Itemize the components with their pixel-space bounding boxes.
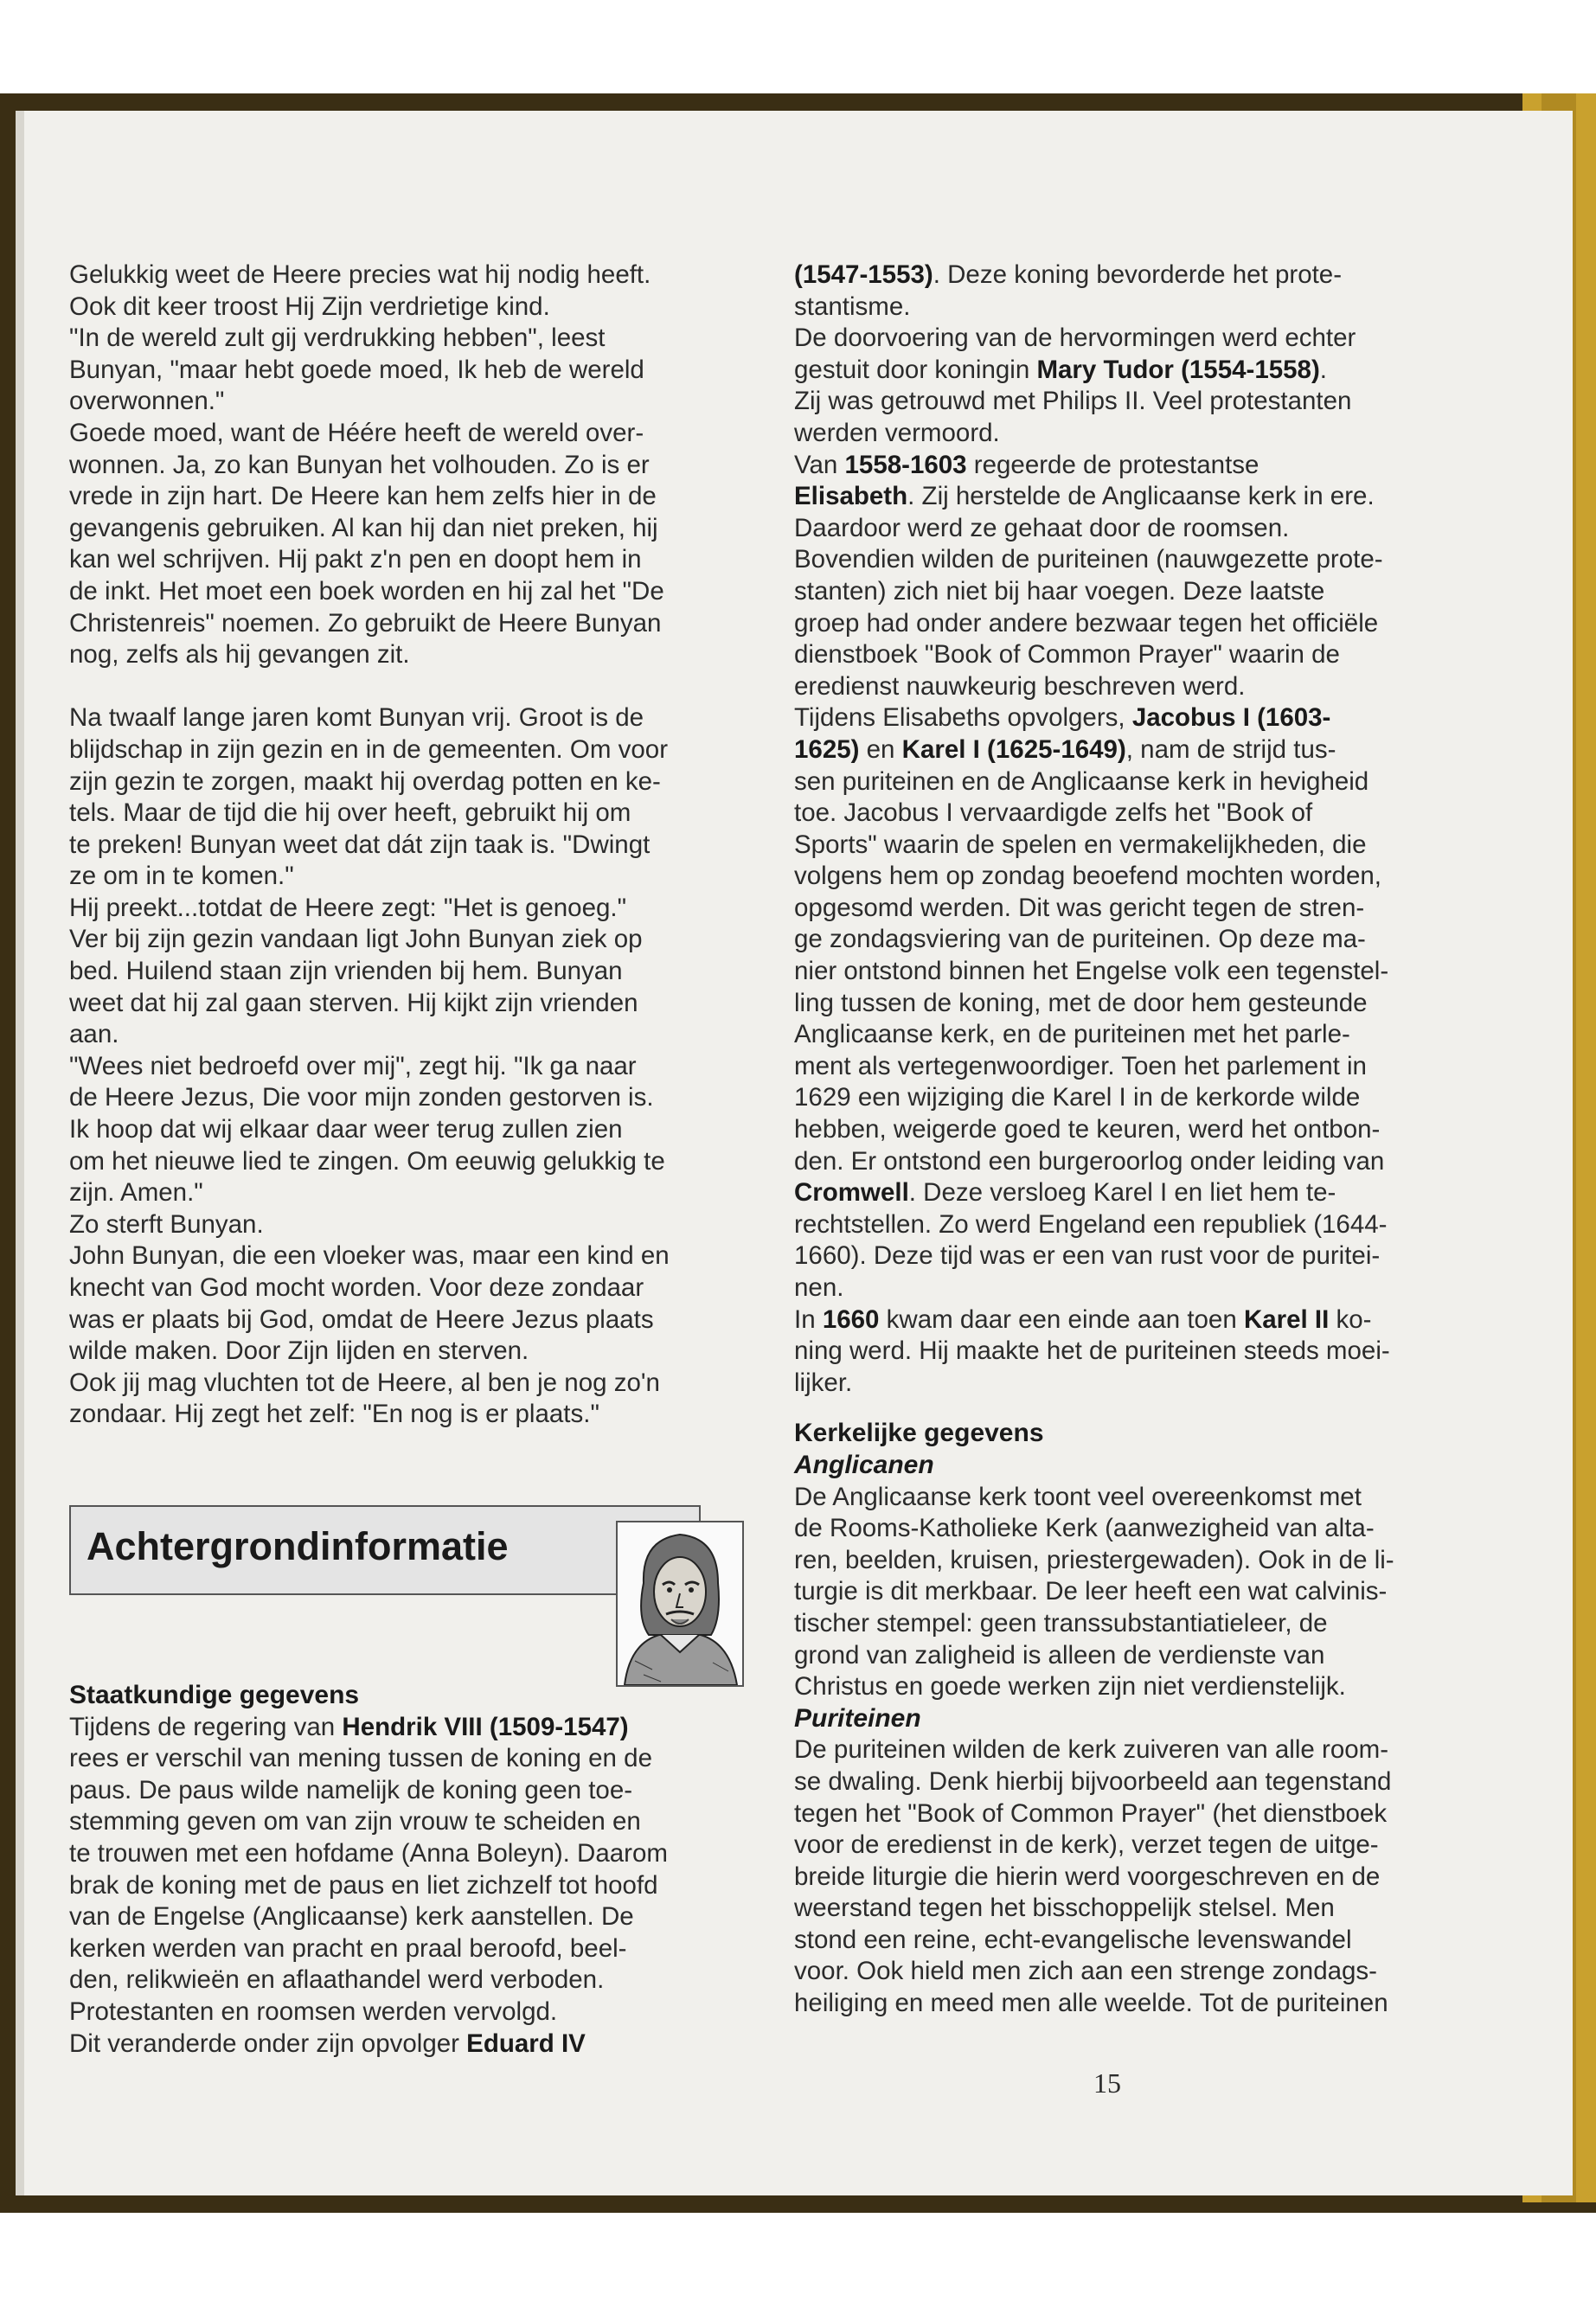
history-line	[794, 450, 1426, 482]
history-line: Anglicaanse kerk, en de puriteinen met het parle-	[794, 1020, 1350, 1049]
political-line: Protestanten en roomsen werden vervolgd.	[69, 1997, 558, 2026]
political-line: rees er verschil van mening tussen de koning en de	[69, 1744, 652, 1773]
church-line: voor. Ook hield men zich aan een strenge zondags-	[794, 1957, 1377, 1986]
church-line: stond een reine, echt-evangelische levenswandel	[794, 1925, 1352, 1954]
history-line: werden vermoord.	[794, 418, 1000, 447]
section-gap	[794, 1399, 1426, 1418]
section-heading-church: Kerkelijke gegevens	[794, 1419, 1044, 1448]
political-line: te trouwen met een hofdame (Anna Boleyn). Daarom	[69, 1838, 668, 1868]
story-line: kan wel schrijven. Hij pakt z'n pen en doopt hem in	[69, 545, 642, 574]
subheading-anglicanen: Anglicanen	[794, 1450, 934, 1479]
history-line: stanten) zich niet bij haar voegen. Deze laatste	[794, 576, 1325, 606]
history-line: Sports" waarin de spelen en vermakelijkheden, die	[794, 830, 1367, 859]
left-column-story	[69, 260, 709, 1431]
story-line: was er plaats bij God, omdat de Heere Jezus plaats	[69, 1304, 654, 1334]
portrait-drawing	[618, 1522, 742, 1685]
text-run: . Deze koning bevorderde het prote-	[933, 260, 1343, 289]
church-line: Christus en goede werken zijn niet verdienstelijk.	[794, 1672, 1346, 1702]
story-line: "In de wereld zult gij verdrukking hebben", leest	[69, 324, 606, 353]
history-line: volgens hem op zondag beoefend mochten worden,	[794, 862, 1381, 891]
church-line: heiliging en meed men alle weelde. Tot de puriteinen	[794, 1989, 1388, 2018]
history-line: opgesomd werden. Dit was gericht tegen de stren-	[794, 893, 1365, 922]
church-line: grond van zaligheid is alleen de verdienste van	[794, 1640, 1325, 1670]
history-line	[794, 1304, 1426, 1336]
text-run: .	[1319, 355, 1327, 384]
history-line	[794, 481, 1426, 513]
history-line: ge zondagsviering van de puriteinen. Op deze ma-	[794, 925, 1366, 954]
banner-title: Achtergrondinformatie	[87, 1524, 509, 1568]
political-line: van de Engelse (Anglicaanse) kerk aanstellen. De	[69, 1902, 634, 1932]
text-run: Tijdens Elisabeths opvolgers,	[794, 703, 1132, 733]
history-line: toe. Jacobus I vervaardigde zelfs het "Book of	[794, 798, 1313, 828]
bold-run: Jacobus I (1603-	[1131, 703, 1331, 733]
church-line: se dwaling. Denk hierbij bijvoorbeeld aan tegenstand	[794, 1766, 1392, 1796]
political-line: den, relikwieën en aflaathandel werd verboden.	[69, 1965, 605, 1995]
text-run: Dit veranderde onder zijn opvolger	[69, 2029, 467, 2058]
history-line: hebben, weigerde goed te keuren, werd het ontbon-	[794, 1115, 1381, 1144]
paragraph-gap	[69, 671, 709, 703]
history-line: nen.	[794, 1273, 844, 1302]
political-section	[69, 1680, 709, 2060]
story-line: de Heere Jezus, Die voor mijn zonden gestorven is.	[69, 1083, 654, 1112]
history-line	[794, 702, 1426, 734]
story-line: zijn gezin te zorgen, maakt hij overdag potten en ke-	[69, 766, 661, 796]
church-line: tischer stempel: geen transsubstantiatieleer, de	[794, 1608, 1328, 1638]
story-line: Zo sterft Bunyan.	[69, 1209, 264, 1239]
history-line	[794, 355, 1426, 387]
history-line: stantisme.	[794, 292, 911, 321]
story-line: Na twaalf lange jaren komt Bunyan vrij. Groot is de	[69, 703, 644, 733]
church-line: De Anglicaanse kerk toont veel overeenkomst met	[794, 1482, 1362, 1511]
story-line: gevangenis gebruiken. Al kan hij dan niet preken, hij	[69, 513, 658, 542]
story-line: te preken! Bunyan weet dat dát zijn taak is. "Dwingt	[69, 830, 651, 859]
bold-run: 1625)	[794, 734, 860, 764]
bold-run: Karel I (1625-1649)	[901, 734, 1126, 764]
church-line: De puriteinen wilden de kerk zuiveren van alle room-	[794, 1735, 1389, 1765]
text-run: en	[859, 734, 902, 764]
history-line: rechtstellen. Zo werd Engeland een republiek (1644-	[794, 1209, 1388, 1239]
bold-run: (1547-1553)	[794, 260, 933, 289]
story-line: Hij preekt...totdat de Heere zegt: "Het is genoeg."	[69, 893, 627, 922]
subheading-puriteinen: Puriteinen	[794, 1703, 921, 1733]
story-line: de inkt. Het moet een boek worden en hij zal het "De	[69, 576, 664, 606]
story-line: Ik hoop dat wij elkaar daar weer terug zullen zien	[69, 1115, 623, 1144]
story-line: om het nieuwe lied te zingen. Om eeuwig gelukkig te	[69, 1146, 665, 1176]
history-line: eredienst nauwkeurig beschreven werd.	[794, 671, 1246, 701]
political-line	[69, 1712, 709, 1744]
story-line: Gelukkig weet de Heere precies wat hij nodig heeft.	[69, 260, 651, 289]
bold-run: Karel II	[1243, 1304, 1330, 1334]
text-run: ko-	[1329, 1304, 1372, 1334]
church-line: ren, beelden, kruisen, priestergewaden). Ook in de li-	[794, 1545, 1394, 1574]
story-line: blijdschap in zijn gezin en in de gemeenten. Om voor	[69, 734, 669, 764]
story-line: aan.	[69, 1020, 119, 1049]
story-line: zijn. Amen."	[69, 1178, 203, 1208]
page-number: 15	[1093, 2067, 1121, 2099]
bold-run: Hendrik VIII (1509-1547)	[342, 1712, 629, 1741]
story-line: ze om in te komen."	[69, 862, 294, 891]
history-line: sen puriteinen en de Anglicaanse kerk in hevigheid	[794, 766, 1369, 796]
political-line: brak de koning met de paus en liet zichzelf tot hoofd	[69, 1870, 658, 1900]
right-column	[794, 260, 1426, 2020]
history-line: dienstboek "Book of Common Prayer" waarin de	[794, 640, 1340, 670]
church-line: breide liturgie die hierin werd voorgeschreven en de	[794, 1862, 1381, 1891]
history-line: Bovendien wilden de puriteinen (nauwgezette prote-	[794, 545, 1383, 574]
history-line	[794, 260, 1426, 292]
story-line: Bunyan, "maar hebt goede moed, Ik heb de wereld	[69, 355, 644, 384]
bunyan-portrait	[616, 1521, 744, 1687]
text-run: Van	[794, 450, 845, 479]
section-heading-political: Staatkundige gegevens	[69, 1681, 360, 1709]
history-line	[794, 1177, 1426, 1209]
history-line: den. Er ontstond een burgeroorlog onder leiding van	[794, 1146, 1385, 1176]
story-line: knecht van God mocht worden. Voor deze zondaar	[69, 1273, 644, 1302]
history-line: lijker.	[794, 1368, 853, 1397]
history-line: Daardoor werd ze gehaat door de roomsen.	[794, 513, 1290, 542]
story-line: Ook jij mag vluchten tot de Heere, al ben je nog zo'n	[69, 1368, 660, 1397]
church-line: voor de eredienst in de kerk), verzet tegen de uitge-	[794, 1830, 1379, 1860]
page-gutter-shadow	[16, 111, 24, 2195]
bold-run: 1558-1603	[844, 450, 967, 479]
story-line: John Bunyan, die een vloeker was, maar een kind en	[69, 1241, 670, 1271]
history-line: ning werd. Hij maakte het de puriteinen steeds moei-	[794, 1336, 1390, 1366]
story-line: zondaar. Hij zegt het zelf: "En nog is er plaats."	[69, 1400, 599, 1429]
text-run: . Zij herstelde de Anglicaanse kerk in ere.	[907, 482, 1375, 511]
text-run: kwam daar een einde aan toen	[879, 1304, 1244, 1334]
history-line: De doorvoering van de hervormingen werd echter	[794, 324, 1356, 353]
history-line: groep had onder andere bezwaar tegen het officiële	[794, 608, 1379, 638]
bold-run: Cromwell	[794, 1178, 909, 1208]
church-line: weerstand tegen het bisschoppelijk stelsel. Men	[794, 1894, 1335, 1923]
bold-run: Elisabeth	[794, 482, 908, 511]
church-line: tegen het "Book of Common Prayer" (het dienstboek	[794, 1798, 1388, 1828]
story-line: nog, zelfs als hij gevangen zit.	[69, 640, 410, 670]
story-line: bed. Huilend staan zijn vrienden bij hem. Bunyan	[69, 957, 623, 986]
bold-run: 1660	[822, 1304, 880, 1334]
text-run: regeerde de protestantse	[966, 450, 1259, 479]
story-line: Goede moed, want de Héére heeft de wereld over-	[69, 418, 644, 447]
political-line: kerken werden van pracht en praal beroofd, beel-	[69, 1933, 627, 1963]
church-line: turgie is dit merkbaar. De leer heeft een wat calvinis-	[794, 1577, 1388, 1606]
story-line: weet dat hij zal gaan sterven. Hij kijkt zijn vrienden	[69, 988, 638, 1017]
story-line: overwonnen."	[69, 387, 225, 416]
history-line: Zij was getrouwd met Philips II. Veel protestanten	[794, 387, 1352, 416]
background-info-banner	[69, 1505, 701, 1595]
story-line: wonnen. Ja, zo kan Bunyan het volhouden. Zo is er	[69, 450, 650, 479]
history-line	[794, 734, 1426, 766]
church-line: de Rooms-Katholieke Kerk (aanwezigheid van alta-	[794, 1514, 1375, 1543]
story-line: Christenreis" noemen. Zo gebruikt de Heere Bunyan	[69, 608, 662, 638]
text-run: , nam de strijd tus-	[1125, 734, 1336, 764]
story-line: Ver bij zijn gezin vandaan ligt John Bunyan ziek op	[69, 925, 643, 954]
history-line: ment als vertegenwoordiger. Toen het parlement in	[794, 1051, 1367, 1080]
text-run: . Deze versloeg Karel I en liet hem te-	[908, 1178, 1336, 1208]
history-line: 1660). Deze tijd was er een van rust voor de puritei-	[794, 1241, 1381, 1271]
story-line: vrede in zijn hart. De Heere kan hem zelfs hier in de	[69, 482, 657, 511]
history-line: ling tussen de koning, met de door hem gesteunde	[794, 988, 1368, 1017]
political-line: stemming geven om van zijn vrouw te scheiden en	[69, 1807, 641, 1836]
text-run: Tijdens de regering van	[69, 1712, 343, 1741]
story-line: "Wees niet bedroefd over mij", zegt hij. "Ik ga naar	[69, 1051, 637, 1080]
political-line	[69, 2029, 709, 2061]
story-line: Ook dit keer troost Hij Zijn verdrietige kind.	[69, 292, 550, 321]
text-run: In	[794, 1304, 823, 1334]
bold-run: Mary Tudor (1554-1558)	[1036, 355, 1320, 384]
political-line: paus. De paus wilde namelijk de koning geen toe-	[69, 1775, 633, 1804]
history-line: nier ontstond binnen het Engelse volk een tegenstel-	[794, 957, 1389, 986]
story-line: tels. Maar de tijd die hij over heeft, gebruikt hij om	[69, 798, 631, 828]
history-line: 1629 een wijziging die Karel I in de kerkorde wilde	[794, 1083, 1361, 1112]
text-run: gestuit door koningin	[794, 355, 1037, 384]
bold-run: Eduard IV	[466, 2029, 586, 2058]
story-line: wilde maken. Door Zijn lijden en sterven.	[69, 1336, 529, 1366]
